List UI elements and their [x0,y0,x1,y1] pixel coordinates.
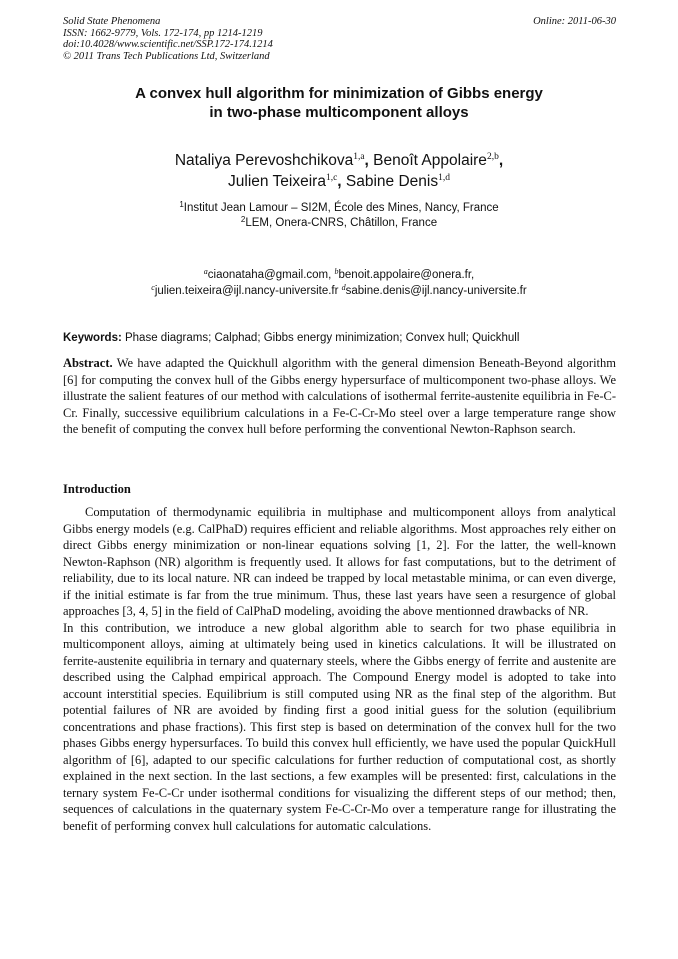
author-line-1 [60,150,618,171]
email-line-2 [40,283,638,299]
affiliation-2 [60,216,618,231]
author-name: Julien Teixeira [228,173,326,190]
affiliation-text: Institut Jean Lamour – SI2M, École des Mines, Nancy, France [183,202,499,214]
email-address: benoit.appolaire@onera.fr, [338,269,475,281]
doi-line: doi:10.4028/www.scientific.net/SSP.172-174.1214 [63,39,273,50]
email-address: sabine.denis@ijl.nancy-universite.fr [345,285,527,297]
author-affiliation-mark: 2,b [486,152,499,162]
abstract-text: We have adapted the Quickhull algorithm with the general dimension Beneath-Beyond algorithm [6] for computing the convex hull of the Gibbs energy hypersurface of multicomponent two-phase alloys. We illustrate the salient features of our method with calculations of isothermal ferrite-austenite equilibria in Fe-C-Cr. Finally, successive equilibrium calculations in a Fe-C-Cr-Mo steel over a large temperature range show the benefit of computing the convex hull before performing the conventional Newton-Raphson search. [63,356,616,436]
journal-name: Solid State Phenomena [63,16,161,27]
paragraph: In this contribution, we introduce a new global algorithm able to search for two phase equilibria in multicomponent alloys, aiming at ultimately being used in kinetics calculations. It will be illustrated on ferrite-austenite equilibria in ternary and quaternary steels, where the Gibbs energy of ferrite and austenite are described using the Calphad empirical approach. The Compound Energy model is adopted to take into account interstitial species. Equilibrium is still computed using NR as the final step of the algorithm. But potential failures of NR are avoided by finding first a good initial guess for the solution (equilibrium concentrations and phase fractions). This first step is based on determination of the convex hull for the two phases Gibbs energy hypersurfaces. To build this convex hull efficiently, we have used the popular QuickHull algorithm of [6], adapted to our specific calculations for further reduction of computational cost, as shortly explained in the next section. In the last sections, a few examples will be presented: first, calculations in the ternary system Fe-C-Cr under isothermal conditions for visualizing the different steps of our method; then, sequences of calculations in the quaternary system Fe-C-Cr-Mo over a temperature range for illustrating the benefit of performing convex hull calculations for automatic calculations. [63,620,616,833]
affiliations [60,201,618,231]
title-line-1: A convex hull algorithm for minimization of Gibbs energy [135,85,543,102]
section-heading-introduction: Introduction [63,482,131,496]
email-address: ciaonataha@gmail.com, [207,269,335,281]
keywords-label: Keywords: [63,332,122,344]
author-affiliation-mark: 1,d [438,173,450,183]
author-affiliation-mark: 1,c [325,173,338,183]
author-separator: , [364,152,374,169]
author-list [60,150,618,192]
abstract [63,355,616,438]
email-line-1 [40,267,638,283]
affiliation-1 [60,201,618,216]
email-mark: b [334,267,339,276]
email-mark: c [151,283,155,292]
introduction-body [63,504,616,834]
author-name: Sabine Denis [345,173,439,190]
keywords-text: Phase diagrams; Calphad; Gibbs energy minimization; Convex hull; Quickhull [121,332,520,344]
email-mark: a [203,267,208,276]
author-emails [40,267,638,299]
author-name: Nataliya Perevoshchikova [174,152,354,169]
email-mark: d [341,283,346,292]
issn-line: ISSN: 1662-9779, Vols. 172-174, pp 1214-1219 [63,27,263,39]
online-date: Online: 2011-06-30 [533,16,616,27]
paragraph: Computation of thermodynamic equilibria in multiphase and multicomponent alloys from analytical Gibbs energy models (e.g. CalPhaD) requires efficient and reliable algorithms. Most approaches rely either on direct Gibbs energy minimization or non-linear equations solving [1, 2]. For the latter, the well-known Newton-Raphson (NR) algorithm is frequently used. It allows for fast computations, but to the detriment of reliability, due to its local nature. NR can indeed be trapped by local metastable minima, or can even diverge, if the initial estimate is far from the true minimum. Thus, these last years have seen a resurgence of global approaches [3, 4, 5] in the field of CalPhaD modeling, avoiding the above mentionned drawbacks of NR. [63,505,616,618]
author-separator: , [337,173,346,190]
affiliation-text: LEM, Onera-CNRS, Châtillon, France [245,217,438,229]
paper-title [60,84,618,122]
copyright-line: © 2011 Trans Tech Publications Ltd, Switzerland [63,50,270,62]
journal-header [63,16,273,62]
author-name: Benoît Appolaire [373,152,487,169]
affiliation-mark: 2 [240,215,246,224]
keywords [63,331,623,345]
author-separator: , [498,152,504,169]
email-address: julien.teixeira@ijl.nancy-universite.fr [154,285,342,297]
title-line-2: in two-phase multicomponent alloys [209,104,469,121]
abstract-label: Abstract. [63,356,113,370]
author-affiliation-mark: 1,a [353,152,365,162]
affiliation-mark: 1 [179,200,184,209]
author-line-2 [60,171,618,192]
